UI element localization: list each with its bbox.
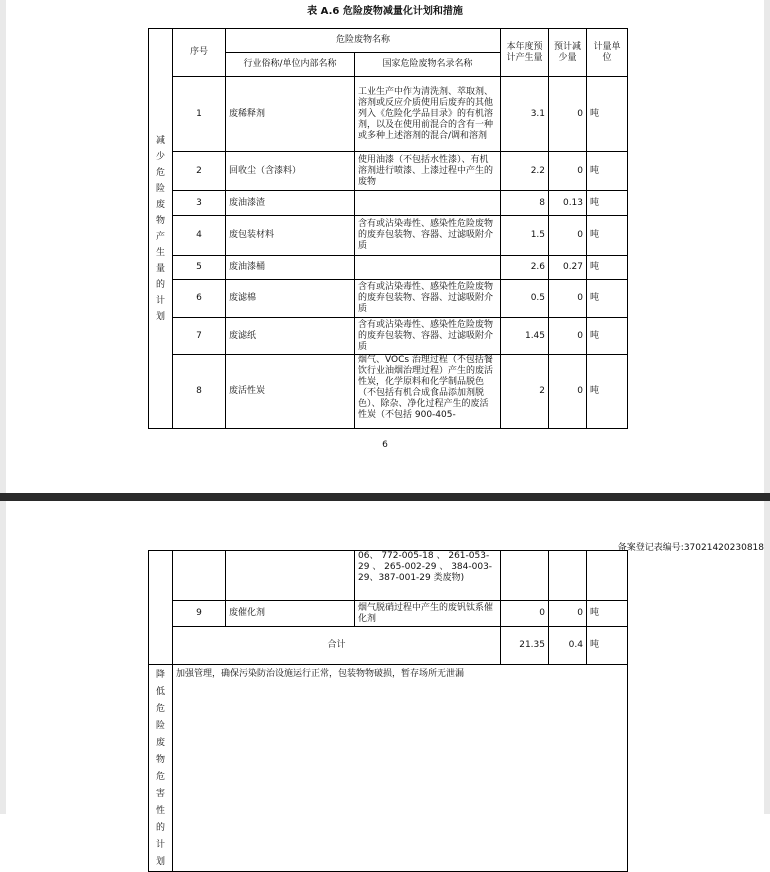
section-reduce-label: 减少危险废物产生量的计划 [149,29,173,429]
row-national-name: 工业生产中作为清洗剂、萃取剂、溶剂或反应介质使用后废弃的其他列入《危险化学品目录》的有机溶剂，以及在使用前混合的含有一种或多种上述溶剂的混合/调和溶剂 [355,77,501,152]
row-industry-name: 回收尘（含漆料） [226,152,355,191]
row-reduction: 0 [549,318,587,355]
measures-text: 加强管理，确保污染防治设施运行正常，包装物物破损，暂存场所无泄漏 [173,665,628,872]
row-national-name: 烟气、VOCs 治理过程（不包括餐饮行业油烟治理过程）产生的废活性炭，化学原料和化学制品脱色（不包括有机合成食品添加剂脱色）、除杂、净化过程产生的废活性炭（不包括 900-405- [355,355,501,429]
row-reduction: 0 [549,77,587,152]
row-output: 0.5 [501,280,549,318]
header-expected-reduction: 预计减少量 [549,29,587,77]
table-row [149,318,628,355]
header-hw-name: 危险废物名称 [226,29,501,53]
row-unit: 吨 [587,355,628,429]
row-reduction: 0.27 [549,256,587,280]
row-national-name: 烟气脱硝过程中产生的废钒钛系催化剂 [355,601,501,627]
page-number: 6 [382,440,388,450]
table-row [149,191,628,216]
row-national-name [355,191,501,216]
row-industry-name: 废油漆桶 [226,256,355,280]
row-seq: 9 [173,601,226,627]
row-seq: 1 [173,77,226,152]
row-output: 1.5 [501,216,549,256]
section-lower-label: 降低危险废物危害性的计划 [149,665,173,872]
table-row [149,77,628,152]
total-reduction: 0.4 [549,627,587,665]
table-row [149,355,628,429]
row-national-name: 使用油漆（不包括水性漆）、有机溶剂进行喷漆、上漆过程中产生的废物 [355,152,501,191]
row-industry-name: 废稀释剂 [226,77,355,152]
total-output: 21.35 [501,627,549,665]
row-unit: 吨 [587,152,628,191]
row-national-name-continued: 06、 772-005-18 、 261-053-29 、 265-002-29 、 384-003-29、387-001-29 类废物) [355,551,501,601]
row-reduction: 0 [549,355,587,429]
table-title: 表 A.6 危险废物减量化计划和措施 [307,6,463,17]
row-unit: 吨 [587,601,628,627]
row-seq: 2 [173,152,226,191]
total-label: 合计 [173,627,501,665]
reduction-plan-table-continued [148,550,628,872]
total-unit: 吨 [587,627,628,665]
header-unit: 计量单位 [587,29,628,77]
total-row [149,627,628,665]
header-seq: 序号 [173,29,226,77]
row-output: 0 [501,601,549,627]
row-reduction: 0 [549,216,587,256]
row-national-name [355,256,501,280]
header-industry-name: 行业俗称/单位内部名称 [226,53,355,77]
row-output: 1.45 [501,318,549,355]
row-unit: 吨 [587,256,628,280]
row-national-name: 含有或沾染毒性、感染性危险废物的废弃包装物、容器、过滤吸附介质 [355,280,501,318]
registration-number: 备案登记表编号:37021420230818 [617,543,764,553]
row-output: 8 [501,191,549,216]
row-industry-name: 废滤棉 [226,280,355,318]
row-national-name: 含有或沾染毒性、感染性危险废物的废弃包装物、容器、过滤吸附介质 [355,318,501,355]
table-row [149,216,628,256]
row-output: 2.2 [501,152,549,191]
table-row [149,280,628,318]
row-reduction: 0 [549,152,587,191]
table-row [149,152,628,191]
page-margin-left [0,0,6,814]
row-industry-name: 废包装材料 [226,216,355,256]
row-industry-name: 废油漆渣 [226,191,355,216]
table-row [149,551,628,601]
page-margin-right [764,0,770,814]
row-seq: 3 [173,191,226,216]
table-row [149,256,628,280]
row-reduction: 0 [549,280,587,318]
row-unit: 吨 [587,318,628,355]
row-reduction: 0 [549,601,587,627]
measures-row [149,665,628,872]
table-row [149,601,628,627]
row-seq: 8 [173,355,226,429]
row-seq: 5 [173,256,226,280]
row-reduction: 0.13 [549,191,587,216]
row-seq: 7 [173,318,226,355]
row-unit: 吨 [587,216,628,256]
page-separator [0,493,770,501]
row-industry-name: 废活性炭 [226,355,355,429]
row-output: 2 [501,355,549,429]
row-unit: 吨 [587,280,628,318]
row-unit: 吨 [587,191,628,216]
row-industry-name: 废催化剂 [226,601,355,627]
row-seq: 6 [173,280,226,318]
row-national-name: 含有或沾染毒性、感染性危险废物的废弃包装物、容器、过滤吸附介质 [355,216,501,256]
row-unit: 吨 [587,77,628,152]
header-national-name: 国家危险废物名录名称 [355,53,501,77]
row-output: 3.1 [501,77,549,152]
header-annual-output: 本年度预计产生量 [501,29,549,77]
row-output: 2.6 [501,256,549,280]
reduction-plan-table [148,28,628,429]
row-industry-name: 废滤纸 [226,318,355,355]
row-seq: 4 [173,216,226,256]
